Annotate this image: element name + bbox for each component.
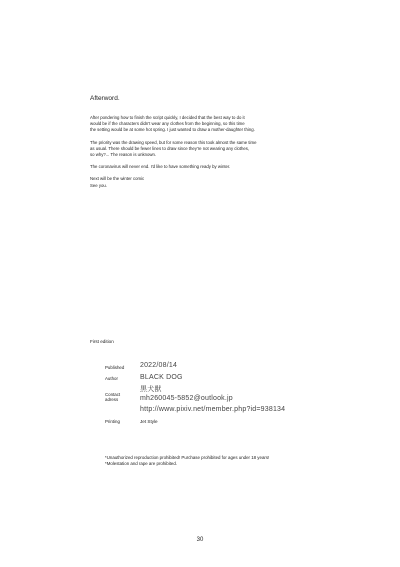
afterword-paragraph-4: Next will be the winter comic See you. xyxy=(90,176,145,188)
afterword-section xyxy=(90,95,350,195)
note-line-1: *Unauthorized reproduction prohibited! Purchase prohibited for ages under 18 years! xyxy=(105,455,270,460)
page-number: 30 xyxy=(196,537,204,543)
author-kanji-name: 黒犬獣 xyxy=(140,386,162,393)
contact-url: http://www.pixiv.net/member.php?id=938134 xyxy=(140,406,286,413)
printing-label: Printing xyxy=(105,419,120,424)
author-row xyxy=(90,374,350,384)
edition-label: First edition xyxy=(90,339,114,344)
note-line-2: *Molestation and rape are prohibited. xyxy=(105,461,178,466)
url-row xyxy=(90,406,350,418)
author-label: Author xyxy=(105,376,118,381)
colophon xyxy=(90,339,350,430)
contact-label: Contact adress xyxy=(105,392,121,403)
notes xyxy=(105,455,269,467)
afterword-paragraph-1: After pondering how to finish the script quickly, I decided that the best way to do it would be if the characters didn't wear any clothes from the beginning, so this time the setting would be at some hot spring. I just wanted to draw a mother-daughter thing. xyxy=(90,115,255,133)
contact-row xyxy=(90,384,350,406)
afterword-paragraph-3: The coronavirus will never end. I'd like to have something ready by winter. xyxy=(90,164,231,170)
afterword-paragraph-2: The priority was the drawing speed, but for some reason this took almost the same time as usual. There should be fewer lines to draw since they're not wearing any clothes, so why?... The reason is unknown. xyxy=(90,139,257,158)
published-value: 2022/08/14 xyxy=(140,362,178,369)
printing-row xyxy=(90,418,350,430)
author-value: BLACK DOG xyxy=(140,374,183,381)
published-row xyxy=(90,362,350,374)
printing-value: Jet Style xyxy=(140,419,158,424)
published-label: Published xyxy=(105,365,125,370)
contact-email: mh260045-5852@outlook.jp xyxy=(140,395,233,402)
afterword-title: Afterword. xyxy=(90,95,120,102)
